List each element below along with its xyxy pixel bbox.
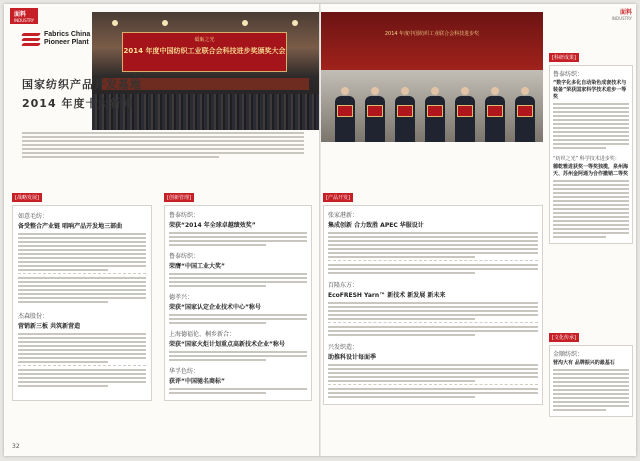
banner-line-2: 2014 年度中国纺织工业联合会科技进步奖颁奖大会 [123, 47, 286, 55]
news-kicker: 百隆东方： [328, 282, 359, 289]
column-heading: [创新管理] [164, 193, 194, 202]
column-product [323, 184, 543, 405]
news-kicker: 金顺纺织： [553, 351, 584, 358]
article-headline [22, 76, 162, 111]
section-tag-cn: 面料 [14, 11, 27, 18]
news-item [169, 329, 307, 361]
news-title: 集成创新 合力致胜 APEC 华服设计 [328, 222, 424, 229]
news-kicker: 如意毛纺： [18, 213, 49, 220]
column-management [164, 184, 312, 401]
news-kicker: “纺织之光” 科学技术进步奖： [553, 156, 620, 162]
intro-paragraph [22, 132, 304, 160]
news-kicker: 鲁泰纺织： [169, 212, 200, 219]
news-kicker: 兴发织造： [328, 344, 359, 351]
news-title: 德乾雅进获奖一等奖独揽，泉州海天、苏州金阿通为合作撤销二等奖 [553, 164, 629, 177]
news-item [328, 280, 538, 336]
section-tag [612, 7, 632, 21]
column-heading: [战略发展] [12, 193, 42, 202]
news-item [553, 69, 629, 149]
right-page [321, 4, 636, 456]
column-heading: [科研成果] [549, 53, 579, 62]
brand-line-1: Fabrics China [44, 31, 91, 39]
stage-text: 2014 年度中国纺织工业联合会科技进步奖 [384, 31, 480, 37]
award-ceremony-photo [92, 12, 319, 130]
column-strategy [12, 184, 152, 401]
news-kicker: 鲁泰纺织： [553, 71, 584, 78]
page-number: 32 [12, 443, 20, 450]
news-item [328, 342, 538, 398]
news-kicker: 上海德福伦、桐乡新合： [169, 331, 236, 338]
news-title: 营沟大有 品牌振兴的最基石 [553, 360, 615, 366]
news-kicker: 张家港新： [328, 212, 359, 219]
news-title: 营销新三板 共筑新营造 [18, 323, 81, 330]
column-research [549, 44, 633, 244]
news-title: 荣膺“中国工业大奖” [169, 263, 225, 270]
pioneer-plant-logo-icon [22, 30, 40, 48]
news-title: 助推科设计每面季 [328, 354, 377, 361]
news-kicker: 鲁泰纺织： [169, 253, 200, 260]
ceremony-banner [122, 32, 287, 72]
news-title: 荣获“2014 年全球卓越绩效奖” [169, 222, 256, 229]
section-tag-en: INDUSTRY [611, 16, 632, 21]
award-winners-photo [321, 12, 543, 142]
news-kicker: 杰森股份： [18, 313, 49, 320]
news-title: “数字化多化自动染色成套技术与装备”荣获国家科学技术进步一等奖 [553, 80, 627, 100]
news-item [553, 155, 629, 238]
column-heading: [文化传承] [549, 333, 579, 342]
headline-line-2: 2014 年度十大新闻 [22, 97, 134, 110]
column-culture [549, 324, 633, 417]
brand-logo [22, 30, 90, 48]
magazine-spread [4, 4, 636, 456]
news-item [169, 251, 307, 287]
brand-line-2: Pioneer Plant [44, 39, 89, 46]
banner-line-1: 砥砺之光 [194, 37, 215, 43]
column-heading: [产品开发] [323, 193, 353, 202]
section-tag-en: INDUSTRY [14, 18, 35, 23]
news-item [328, 210, 538, 274]
news-item [18, 211, 146, 303]
news-title: 备受整合产业链 唱响产品开发地三部曲 [18, 223, 123, 230]
news-title: EcoFRESH Yarn™ 新技术 新发展 新未来 [328, 292, 446, 299]
section-tag [10, 8, 38, 24]
news-title: 荣获“国家火炬计划重点高新技术企业”称号 [169, 341, 285, 348]
left-page [4, 4, 319, 456]
section-tag-cn: 面料 [619, 9, 632, 16]
news-item [169, 210, 307, 246]
news-item [169, 292, 307, 324]
news-kicker: 德孝兴： [169, 294, 194, 301]
headline-line-1: 国家纺织产品开发基地 [22, 78, 142, 91]
news-title: 获评“中国驰名商标” [169, 378, 225, 385]
news-item [18, 311, 146, 387]
news-item [553, 349, 629, 411]
news-title: 荣获“国家认定企业技术中心”称号 [169, 304, 261, 311]
news-item [169, 366, 307, 394]
news-kicker: 华孚色纺： [169, 368, 200, 375]
